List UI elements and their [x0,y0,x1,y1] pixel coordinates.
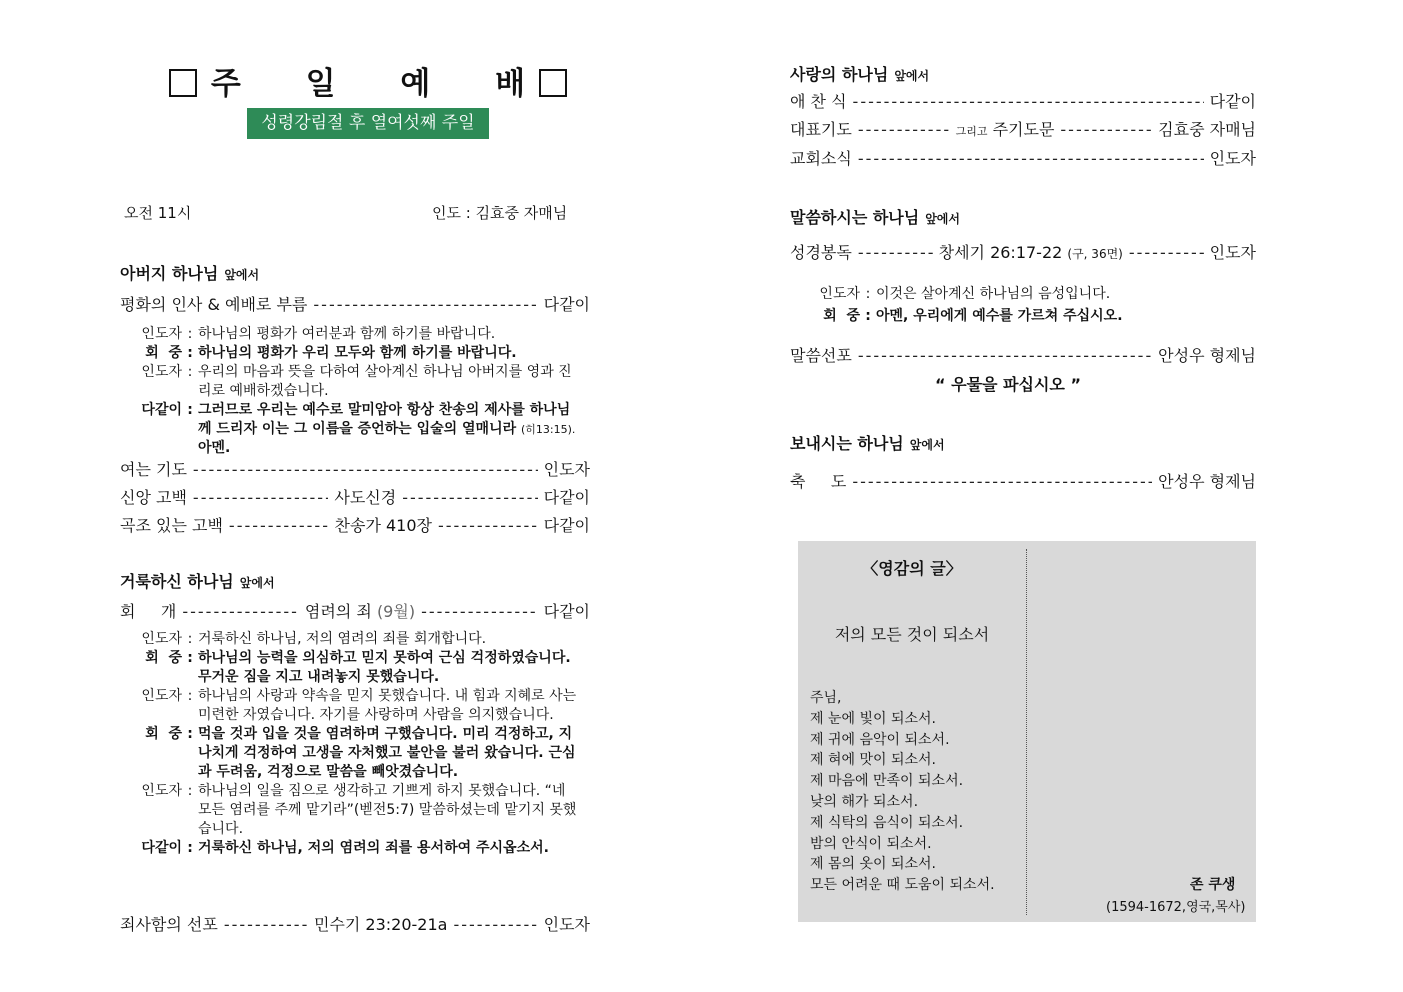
service-leader: 인도 : 김효중 자매님 [432,204,568,222]
section-heading-love: 사랑의 하나님 앞에서 [790,65,930,84]
poem-line: 낮의 해가 되소서. [810,793,919,810]
order-benediction: 축 도 ----- 안성우 형제님 [790,469,1256,492]
response-line: 다같이 : 거룩하신 하나님, 저의 염려의 죄를 용서하여 주시옵소서. [141,840,549,856]
responsive-reading-2 [120,630,582,858]
section-heading-father: 아버지 하나님 앞에서 [120,264,260,283]
service-time: 오전 11시 [124,204,192,222]
response-line: 회 중 : 하나님의 평화가 우리 모두와 함께 하기를 바랍니다. [145,345,517,361]
order-repentance: 회 개 ----- 염려의 죄 (9월) ----- 다같이 [120,599,590,622]
poem-text [810,688,995,896]
subtitle-banner: 성령강림절 후 열여섯째 주일 [247,108,489,139]
response-line: 인도자 : 하나님의 일을 짐으로 생각하고 기쁘게 하지 못했습니다. “네 모든 염려를 주께 맡기라”(벧전5:7) 말씀하셨는데 맡기지 못했습니다. [141,783,577,837]
poem-line: 제 몸의 옷이 되소서. [810,856,936,873]
order-absolution: 죄사함의 선포 ----- 민수기 23:20-21a ----- 인도자 [120,912,590,935]
poem-line: 제 귀에 음악이 되소서. [810,731,950,748]
section-heading-word: 말씀하시는 하나님 앞에서 [790,208,960,227]
response-line: 인도자 : 하나님의 사랑과 약속을 믿지 못했습니다. 내 힘과 지혜로 사는 미련한 자였습니다. 자기를 사랑하며 사람을 의지했습니다. [141,688,577,723]
order-fellowship: 애 찬 식 ----- 다같이 [790,89,1256,112]
order-opening-prayer: 여는 기도 ----- 인도자 [120,457,590,480]
poem-line: 밤의 안식이 되소서. [810,835,932,852]
poem-author: 존 쿠생 [1190,877,1236,893]
sermon-title: “ 우물을 파십시오 ” [935,375,1081,394]
response-line: 인도자 : 하나님의 평화가 여러분과 함께 하기를 바랍니다. [141,326,496,342]
order-church-news: 교회소식 ----- 인도자 [790,146,1256,169]
section-heading-holy: 거룩하신 하나님 앞에서 [120,572,275,591]
order-representative-prayer: 대표기도 ----- 그리고 주기도문 ----- 김효중 자매님 [790,117,1256,140]
responsive-reading-1 [120,325,582,458]
poem-line: 제 혀에 맛이 되소서. [810,752,936,769]
square-icon [539,69,567,97]
response-line: 회 중 : 하나님의 능력을 의심하고 믿지 못하여 근심 걱정하였습니다. 무거운 짐을 지고 내려놓지 못했습니다. [145,650,571,685]
response-line: 회 중 : 먹을 것과 입을 것을 염려하며 구했습니다. 미리 걱정하고, 지나치게 걱정하여 고생을 자처했고 불안을 불러 왔습니다. 근심과 두려움, 걱정으로 말씀을 빼앗겼습니다. [145,726,576,780]
order-scripture-reading: 성경봉독 ----- 창세기 26:17-22 (구, 36면) ----- 인도자 [790,240,1256,263]
response-line: 인도자 : 이것은 살아계신 하나님의 음성입니다. [819,286,1111,302]
response-line: 회 중 : 아멘, 우리에게 예수를 가르쳐 주십시오. [823,308,1123,324]
response-line: 인도자 : 우리의 마음과 뜻을 다하여 살아계신 하나님 아버지를 영과 진리로 예배하겠습니다. [141,364,572,399]
response-line: 다같이 : 그러므로 우리는 예수로 말미암아 항상 찬송의 제사를 하나님께 드리자 이는 그 이름을 증언하는 입술의 열매니라 (히13:15). 아멘. [141,402,576,456]
response-line: 인도자 : 거룩하신 하나님, 저의 염려의 죄를 회개합니다. [141,631,487,647]
divider [1026,549,1027,915]
inspiration-heading: 〈영감의 글〉 [862,559,962,578]
order-sermon: 말씀선포 ----- 안성우 형제님 [790,343,1256,366]
poem-author-years: (1594-1672,영국,목사) [1106,900,1246,915]
poem-line: 제 식탁의 음식이 되소서. [810,814,964,831]
section-heading-sending: 보내시는 하나님 앞에서 [790,434,945,453]
square-icon [169,69,197,97]
poem-line: 제 마음에 만족이 되소서. [810,773,964,790]
page-title: 주 일 예 배 [0,58,736,103]
order-greeting: 평화의 인사 & 예배로 부름 ----- 다같이 [120,292,590,315]
poem-title: 저의 모든 것이 되소서 [834,625,990,644]
poem-line: 제 눈에 빛이 되소서. [810,710,936,727]
order-hymn: 곡조 있는 고백 ----- 찬송가 410장 ----- 다같이 [120,513,590,536]
responsive-reading-3 [798,285,1218,326]
poem-line: 주님, [810,690,842,706]
order-creed: 신앙 고백 ----- 사도신경 ----- 다같이 [120,485,590,508]
poem-line: 모든 어려운 때 도움이 되소서. [810,877,995,894]
